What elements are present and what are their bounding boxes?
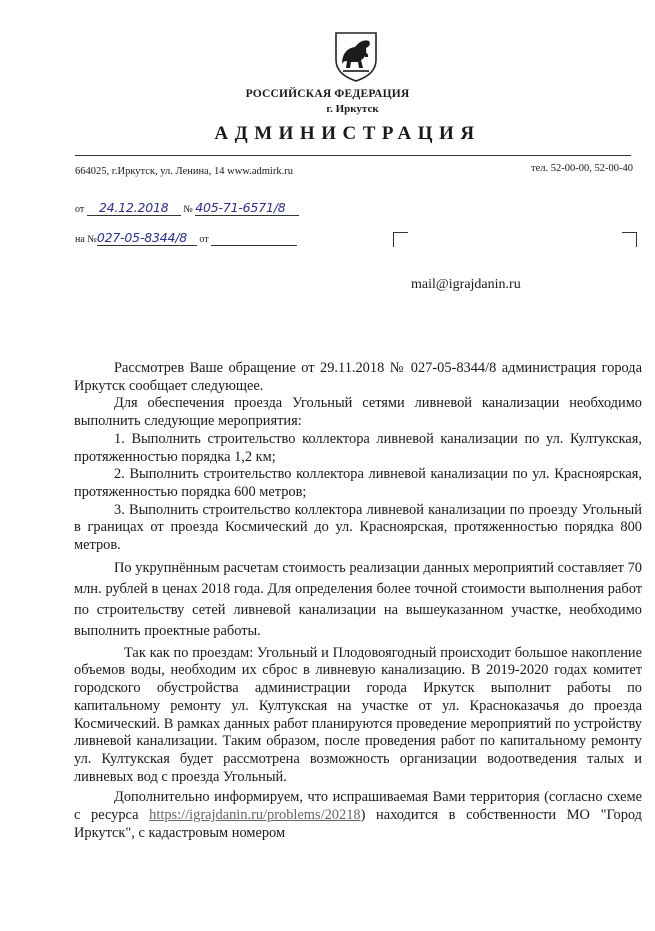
from-label: от [75, 204, 85, 215]
problem-link[interactable]: https://igrajdanin.ru/problems/20218 [149, 807, 361, 824]
letter-number: 405-71-6571/8 [195, 200, 286, 215]
date-line [87, 200, 181, 216]
address-block-corner-right [622, 232, 637, 247]
organization-phones: тел. 52-00-00, 52-00-40 [531, 163, 633, 174]
number-label: № [183, 204, 193, 215]
paragraph-cost: По укрупнённым расчетам стоимость реализации данных мероприятий составляет 70 млн. рублей в ценах 2018 года. Для определения более точной стоимости выполнения работ по строительству сетей ливневой канализации на вышеуказанном участке, необходимо выполнить проектные работы. [74, 559, 642, 639]
reply-number-line [97, 230, 197, 246]
list-item-2: 2. Выполнить строительство коллектора ливневой канализации по ул. Красноярская, протяженностью порядка 600 метров; [74, 466, 642, 500]
reply-label: на № [75, 234, 97, 245]
city-name: г. Иркутск [326, 103, 379, 115]
country-name: РОССИЙСКАЯ ФЕДЕРАЦИЯ [245, 88, 410, 100]
reply-date-line [211, 234, 297, 246]
recipient-email: mail@igrajdanin.ru [411, 277, 521, 292]
organization-address: 664025, г.Иркутск, ул. Ленина, 14 www.admirk.ru [75, 166, 293, 177]
reply-registration [75, 230, 297, 246]
reply-number: 027-05-8344/8 [96, 230, 188, 245]
header-divider [75, 155, 631, 156]
list-item-1: 1. Выполнить строительство коллектора ливневой канализации по ул. Култукская, протяженностью порядка 1,2 км; [74, 430, 642, 465]
paragraph-territory [74, 789, 642, 842]
number-line [195, 200, 299, 216]
paragraph-drainage: Так как по проездам: Угольный и Плодовоягодный происходит большое накопление объемов воды, необходим их сброс в ливневую канализацию. В 2019-2020 годах комитет городского обустройства администрации города Иркутск выполнит работы по капитальному ремонту ул. Култукская на участке от ул. Красноказачья до проезда Космический. В рамках данных работ планируются проведение мероприятий по устройству ливневой канализации. Таким образом, после проведения работ по капитальному ремонту ул. Култукская будет рассмотрена возможность организации водоотведения талых и ливневых вод с проезда Угольный. [74, 644, 642, 785]
territory-text-start: Дополнительно информируем, что испрашиваемая Вами территория (согласно схеме с ресурса [74, 789, 642, 824]
address-block-corner-left [393, 232, 408, 247]
coat-of-arms-icon [333, 30, 379, 82]
organization-title: АДМИНИСТРАЦИЯ [214, 123, 481, 144]
paragraph-measures: Для обеспечения проезда Угольный сетями ливневой канализации необходимо выполнить следующие мероприятия: [74, 395, 642, 430]
territory-text-end: ) находится в собственности МО "Город Иркутск", с кадастровым номером [74, 807, 642, 841]
paragraph-intro: Рассмотрев Ваше обращение от 29.11.2018 № 027-05-8344/8 администрация города Иркутск сообщает следующее. [74, 360, 642, 394]
reply-from-label: от [199, 234, 209, 245]
list-item-3: 3. Выполнить строительство коллектора ливневой канализации по проезду Угольный в границах от проезда Космический до ул. Красноярская, протяженностью порядка 800 метров. [74, 501, 642, 554]
letter-date: 24.12.2018 [98, 200, 169, 215]
outgoing-registration [75, 200, 299, 216]
letter-body [74, 360, 642, 842]
